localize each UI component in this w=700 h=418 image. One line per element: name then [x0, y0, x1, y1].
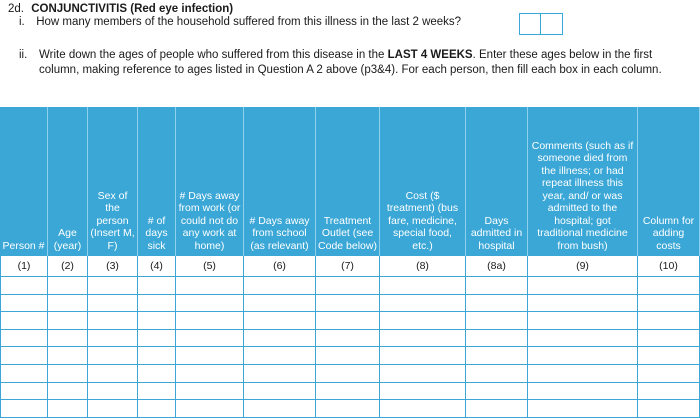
entry-cell[interactable] — [638, 365, 700, 383]
column-number: (9) — [528, 256, 638, 277]
entry-cell[interactable] — [48, 400, 88, 418]
entry-cell[interactable] — [380, 295, 466, 313]
entry-cell[interactable] — [244, 295, 316, 313]
column-header: # Days away from work (or could not do any work at home) — [176, 107, 244, 256]
illness-table — [0, 107, 700, 418]
entry-cell[interactable] — [244, 383, 316, 401]
entry-cell[interactable] — [638, 400, 700, 418]
entry-cell[interactable] — [88, 365, 138, 383]
entry-cell[interactable] — [528, 383, 638, 401]
entry-cell[interactable] — [176, 277, 244, 295]
entry-cell[interactable] — [528, 400, 638, 418]
column-header: Sex of the person (Insert M, F) — [88, 107, 138, 256]
question-heading — [8, 2, 233, 16]
entry-cell[interactable] — [638, 330, 700, 348]
part-ii-text-end: . Enter these ages below in the first column, making reference to ages listed in Question A 2 above (p3&4). For each person, then fill each box in each column. — [39, 49, 662, 76]
entry-cell[interactable] — [0, 347, 48, 365]
part-ii-text-start: Write down the ages of people who suffered from this disease in the — [39, 49, 388, 61]
entry-cell[interactable] — [244, 312, 316, 330]
entry-cell[interactable] — [88, 347, 138, 365]
entry-cell[interactable] — [638, 312, 700, 330]
entry-cell[interactable] — [138, 277, 176, 295]
part-ii-text-bold: LAST 4 WEEKS — [387, 49, 473, 61]
entry-cell[interactable] — [176, 295, 244, 313]
entry-cell[interactable] — [88, 383, 138, 401]
entry-cell[interactable] — [316, 295, 380, 313]
question-number: 2d. — [8, 3, 24, 15]
entry-cell[interactable] — [48, 383, 88, 401]
entry-cell[interactable] — [88, 295, 138, 313]
column-number: (10) — [638, 256, 700, 277]
entry-cell[interactable] — [528, 312, 638, 330]
entry-cell[interactable] — [48, 312, 88, 330]
entry-cell[interactable] — [48, 330, 88, 348]
entry-cell[interactable] — [0, 330, 48, 348]
column-header: Person # — [0, 107, 48, 256]
part-i-numeral: i. — [19, 16, 25, 28]
entry-cell[interactable] — [0, 295, 48, 313]
entry-cell[interactable] — [176, 330, 244, 348]
entry-cell[interactable] — [0, 383, 48, 401]
entry-cell[interactable] — [466, 295, 528, 313]
entry-cell[interactable] — [316, 347, 380, 365]
column-number: (2) — [48, 256, 88, 277]
entry-cell[interactable] — [380, 330, 466, 348]
entry-cell[interactable] — [380, 365, 466, 383]
entry-cell[interactable] — [380, 347, 466, 365]
entry-cell[interactable] — [138, 330, 176, 348]
entry-cell[interactable] — [638, 277, 700, 295]
entry-cell[interactable] — [48, 365, 88, 383]
entry-cell[interactable] — [244, 365, 316, 383]
column-header: # Days away from school (as relevant) — [244, 107, 316, 256]
entry-cell[interactable] — [466, 383, 528, 401]
entry-cell[interactable] — [316, 330, 380, 348]
entry-cell[interactable] — [88, 330, 138, 348]
entry-cell[interactable] — [638, 295, 700, 313]
entry-cell[interactable] — [244, 347, 316, 365]
entry-cell[interactable] — [138, 312, 176, 330]
entry-cell[interactable] — [0, 312, 48, 330]
entry-cell[interactable] — [176, 400, 244, 418]
column-header: # of days sick — [138, 107, 176, 256]
entry-cell[interactable] — [244, 330, 316, 348]
entry-cell[interactable] — [316, 312, 380, 330]
entry-cell[interactable] — [138, 365, 176, 383]
entry-cell[interactable] — [316, 383, 380, 401]
part-ii-text — [39, 48, 694, 78]
entry-cell[interactable] — [380, 277, 466, 295]
entry-cell[interactable] — [0, 400, 48, 418]
entry-cell[interactable] — [466, 330, 528, 348]
column-number: (7) — [316, 256, 380, 277]
answer-boxes — [519, 13, 563, 35]
column-number: (5) — [176, 256, 244, 277]
entry-cell[interactable] — [380, 383, 466, 401]
entry-cell[interactable] — [316, 400, 380, 418]
entry-cell[interactable] — [48, 347, 88, 365]
entry-cell[interactable] — [380, 400, 466, 418]
entry-cell[interactable] — [88, 400, 138, 418]
column-number: (3) — [88, 256, 138, 277]
column-header: Cost ($ treatment) (bus fare, medicine, special food, etc.) — [380, 107, 466, 256]
answer-box-2[interactable] — [541, 13, 563, 35]
entry-cell[interactable] — [638, 383, 700, 401]
entry-cell[interactable] — [176, 383, 244, 401]
entry-cell[interactable] — [176, 312, 244, 330]
column-header: Age (year) — [48, 107, 88, 256]
entry-cell[interactable] — [88, 312, 138, 330]
question-part-ii — [19, 48, 694, 78]
column-number: (4) — [138, 256, 176, 277]
answer-box-1[interactable] — [519, 13, 541, 35]
entry-cell[interactable] — [0, 365, 48, 383]
entry-cell[interactable] — [138, 400, 176, 418]
entry-cell[interactable] — [528, 365, 638, 383]
column-header: Days admitted in hospital — [466, 107, 528, 256]
column-header: Comments (such as if someone died from the illness; or had repeat illness this year, and/ or was admitted to the hospital; got traditional medicine from bush) — [528, 107, 638, 256]
entry-cell[interactable] — [316, 365, 380, 383]
entry-cell[interactable] — [48, 277, 88, 295]
entry-cell[interactable] — [138, 347, 176, 365]
entry-cell[interactable] — [0, 277, 48, 295]
part-i-text: How many members of the household suffered from this illness in the last 2 weeks? — [36, 16, 462, 28]
entry-cell[interactable] — [528, 277, 638, 295]
column-number: (6) — [244, 256, 316, 277]
entry-cell[interactable] — [466, 400, 528, 418]
entry-cell[interactable] — [316, 277, 380, 295]
part-ii-numeral: ii. — [19, 49, 28, 61]
entry-cell[interactable] — [138, 295, 176, 313]
entry-cell[interactable] — [528, 330, 638, 348]
entry-cell[interactable] — [138, 383, 176, 401]
entry-cell[interactable] — [244, 400, 316, 418]
entry-cell[interactable] — [638, 347, 700, 365]
entry-cell[interactable] — [244, 277, 316, 295]
column-number: (1) — [0, 256, 48, 277]
entry-cell[interactable] — [466, 312, 528, 330]
entry-cell[interactable] — [466, 277, 528, 295]
entry-cell[interactable] — [528, 347, 638, 365]
entry-cell[interactable] — [176, 347, 244, 365]
question-title: CONJUNCTIVITIS (Red eye infection) — [31, 3, 234, 15]
entry-cell[interactable] — [528, 295, 638, 313]
column-number: (8a) — [466, 256, 528, 277]
entry-cell[interactable] — [88, 277, 138, 295]
column-number: (8) — [380, 256, 466, 277]
column-header: Column for adding costs — [638, 107, 700, 256]
entry-cell[interactable] — [48, 295, 88, 313]
entry-cell[interactable] — [176, 365, 244, 383]
entry-cell[interactable] — [466, 347, 528, 365]
entry-cell[interactable] — [380, 312, 466, 330]
question-part-i — [19, 15, 461, 29]
column-header: Treatment Outlet (see Code below) — [316, 107, 380, 256]
entry-cell[interactable] — [466, 365, 528, 383]
